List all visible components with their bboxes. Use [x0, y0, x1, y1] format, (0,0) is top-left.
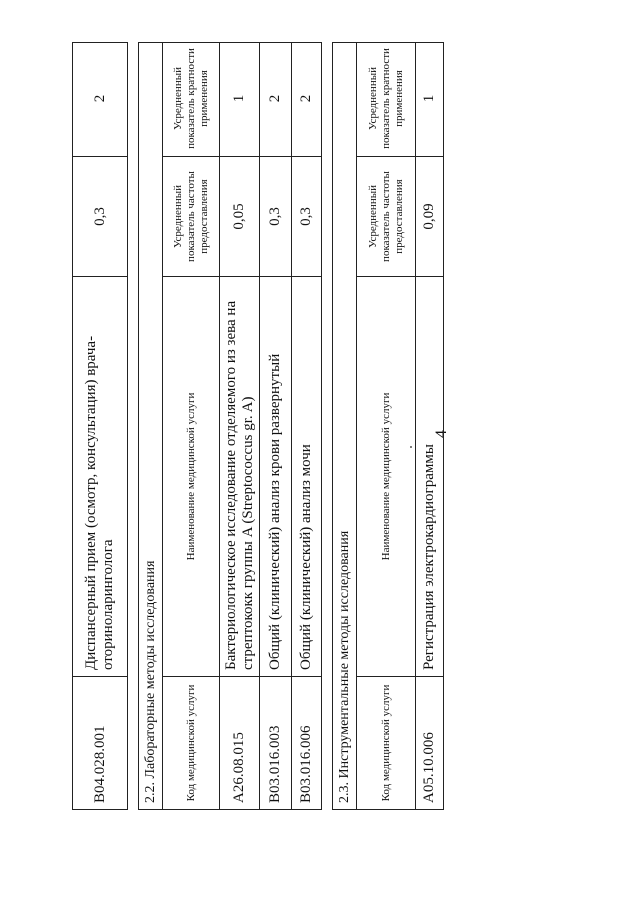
top-row-code: B04.028.001	[91, 725, 108, 803]
lab-section-title: 2.2. Лабораторные методы исследования	[139, 43, 163, 809]
table-row	[259, 43, 291, 809]
header-multiplicity: Усредненный показатель кратности применения	[163, 41, 219, 157]
top-row-frequency: 0,3	[73, 157, 127, 277]
header-frequency: Усредненный показатель частоты предоставления	[357, 157, 415, 277]
lab-header-row	[163, 43, 219, 809]
row-multiplicity: 1	[416, 41, 443, 157]
table-row	[415, 43, 443, 809]
top-row-table	[72, 42, 128, 810]
row-code: A05.10.006	[421, 732, 437, 803]
header-code: Код медицинской услуги	[379, 684, 392, 802]
row-name: Регистрация электрокардиограммы	[416, 277, 443, 677]
row-frequency: 0,3	[260, 157, 291, 277]
header-frequency: Усредненный показатель частоты предоставления	[163, 157, 219, 277]
instr-section-table	[332, 42, 444, 810]
rotated-page-content	[0, 30, 640, 860]
row-multiplicity: 2	[260, 41, 291, 157]
lab-section-table	[138, 42, 322, 810]
page-number: 4	[433, 430, 450, 438]
row-code: A26.08.015	[231, 732, 247, 803]
row-frequency: 0,3	[292, 157, 321, 277]
row-multiplicity: 2	[292, 41, 321, 157]
row-multiplicity: 1	[220, 41, 259, 157]
row-code: B03.016.006	[298, 725, 314, 803]
header-multiplicity: Усредненный показатель кратности применения	[357, 41, 415, 157]
instr-header-row	[357, 43, 415, 809]
header-name: Наименование медицинской услуги	[163, 277, 219, 677]
header-name: Наименование медицинской услуги	[357, 277, 415, 677]
row-name: Общий (клинический) анализ крови развернутый	[260, 277, 291, 677]
row-code: B03.016.003	[267, 725, 283, 803]
row-frequency: 0,05	[220, 157, 259, 277]
header-code: Код медицинской услуги	[184, 684, 197, 802]
top-row-multiplicity: 2	[73, 41, 127, 157]
table-row	[219, 43, 259, 809]
top-row-name: Диспансерный прием (осмотр, консультация) врача-оториноларинголога	[73, 277, 127, 677]
row-name: Бактериологическое исследование отделяемого из зева на стрептококк группы A (Streptococcus gr. A)	[220, 277, 259, 677]
row-frequency: 0,09	[416, 157, 443, 277]
instr-section-title: 2.3. Инструментальные методы исследования	[333, 43, 357, 809]
table-row	[291, 43, 321, 809]
row-name: Общий (клинический) анализ мочи	[292, 277, 321, 677]
